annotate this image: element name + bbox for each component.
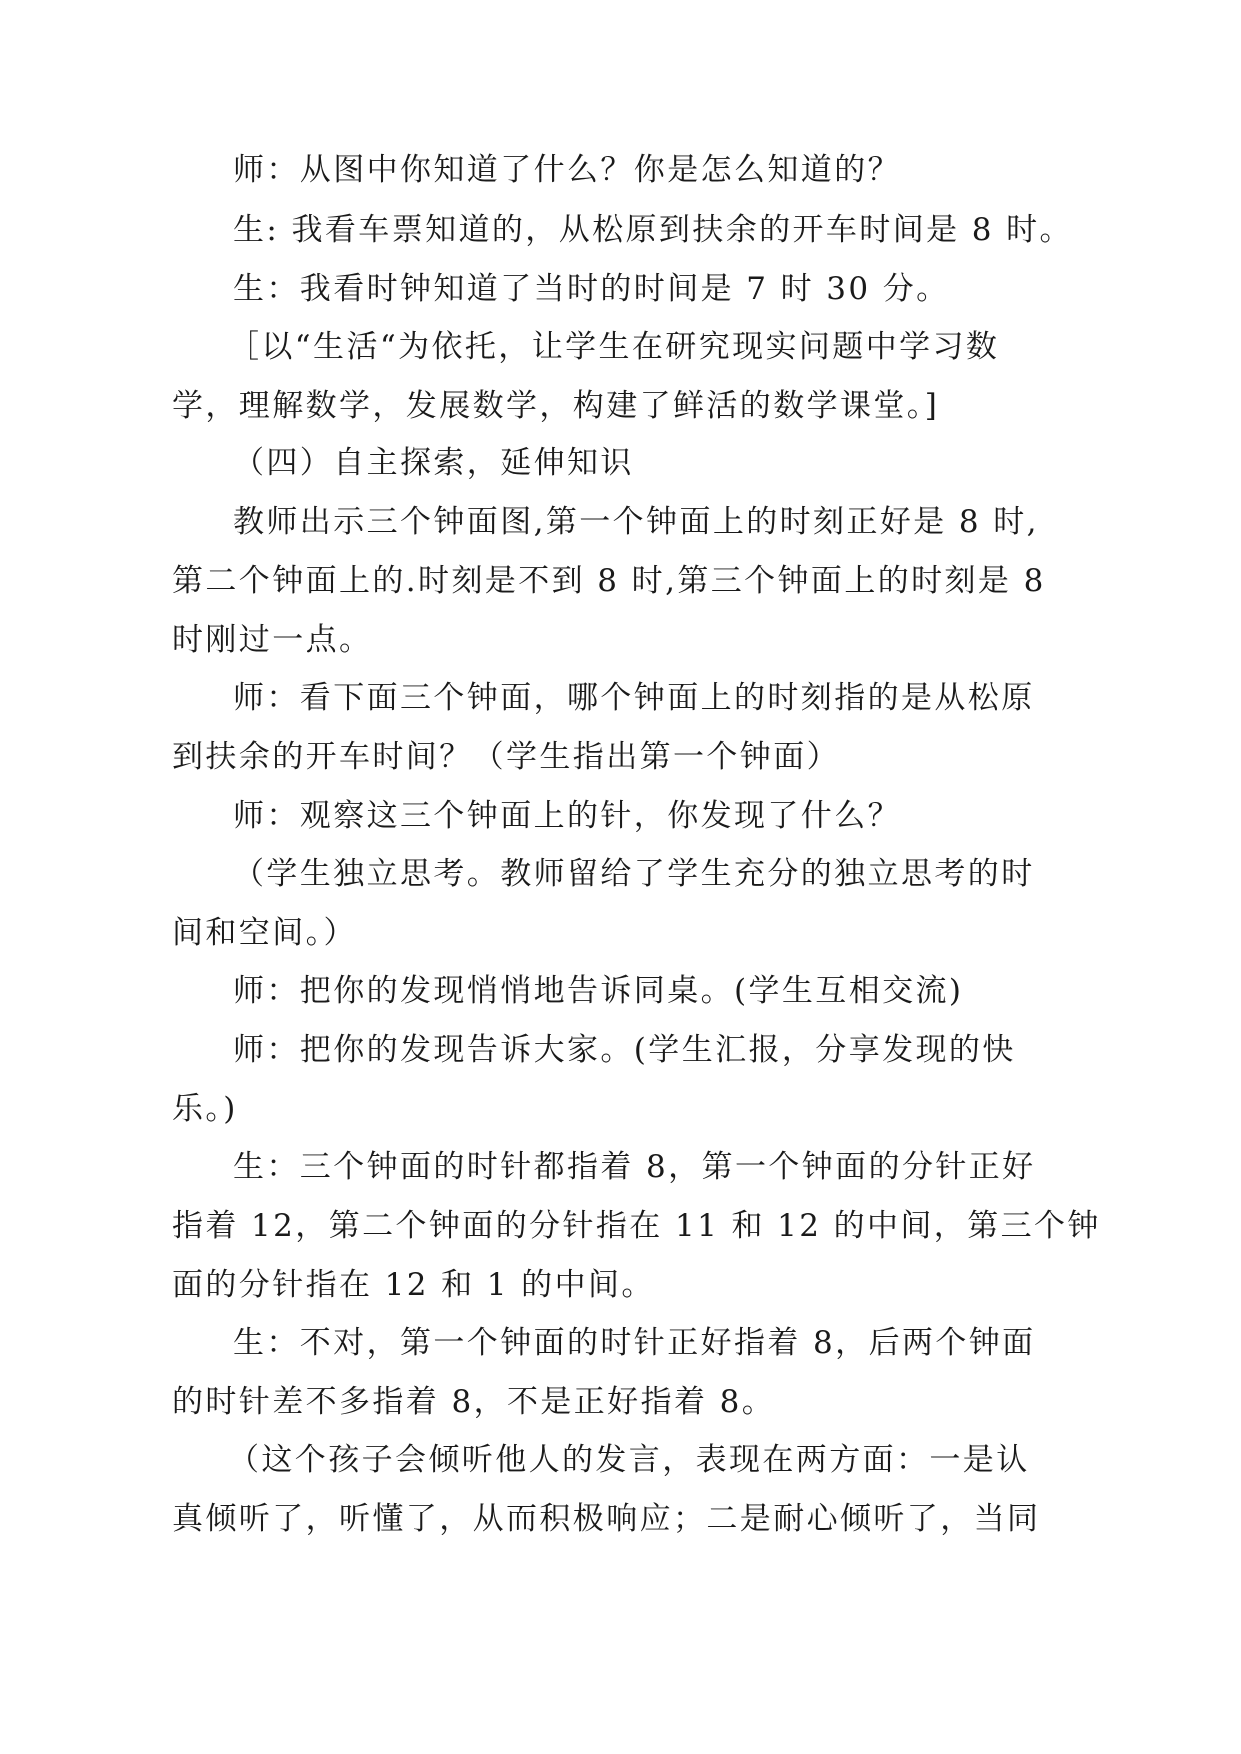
text-line: 时刚过一点。 [172,622,373,658]
text-line: 指着 12，第二个钟面的分针指在 11 和 12 的中间，第三个钟 [172,1208,1101,1244]
text-line: 生: 我看车票知道的，从松原到扶余的开车时间是 8 时。 [233,212,1073,248]
text-line: 生：三个钟面的时针都指着 8，第一个钟面的分针正好 [233,1149,1036,1185]
text-line: ［以“生活“为依托，让学生在研究现实问题中学习数 [228,329,1000,365]
text-line: 师：从图中你知道了什么？你是怎么知道的？ [233,152,901,188]
text-line: （这个孩子会倾听他人的发言，表现在两方面：一是认 [228,1442,1030,1478]
text-line: 面的分针指在 12 和 1 的中间。 [172,1267,655,1303]
text-line: 师：把你的发现告诉大家。(学生汇报，分享发现的快 [233,1032,1016,1068]
text-line: 生：不对，第一个钟面的时针正好指着 8，后两个钟面 [233,1325,1036,1361]
text-line: 间和空间。） [172,915,357,951]
text-line: 学，理解数学，发展数学，构建了鲜活的数学课堂。] [172,388,940,424]
text-line: 生：我看时钟知道了当时的时间是 7 时 30 分。 [233,271,950,307]
text-line: 师：看下面三个钟面，哪个钟面上的时刻指的是从松原 [233,680,1035,716]
text-line: 乐。) [172,1091,238,1127]
section-heading: （四）自主探索，延伸知识 [233,445,634,481]
text-line: 真倾听了，听懂了，从而积极响应；二是耐心倾听了，当同 [172,1501,1041,1537]
text-line: 第二个钟面上的.时刻是不到 8 时,第三个钟面上的时刻是 8 [172,563,1046,599]
text-line: 师：观察这三个钟面上的针，你发现了什么？ [233,798,901,834]
text-line: （学生独立思考。教师留给了学生充分的独立思考的时 [233,856,1035,892]
text-line: 师：把你的发现悄悄地告诉同桌。(学生互相交流) [233,973,964,1009]
text-line: 教师出示三个钟面图,第一个钟面上的时刻正好是 8 时, [233,504,1039,540]
text-line: 到扶余的开车时间？（学生指出第一个钟面） [172,739,840,775]
text-line: 的时针差不多指着 8，不是正好指着 8。 [172,1384,776,1420]
